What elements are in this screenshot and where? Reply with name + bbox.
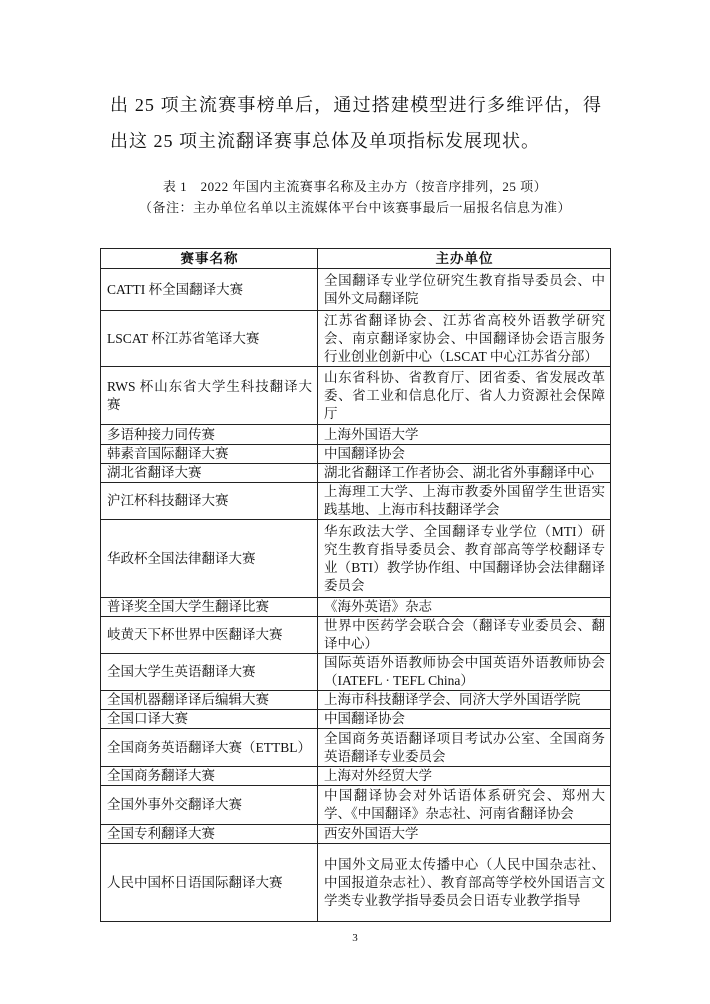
- organizer-cell: 湖北省翻译工作者协会、湖北省外事翻译中心: [318, 464, 611, 483]
- organizer-cell: 中国翻译协会对外话语体系研究会、郑州大学、《中国翻译》杂志社、河南省翻译协会: [318, 786, 611, 825]
- event-name-cell: 华政杯全国法律翻译大赛: [101, 520, 318, 598]
- table-row: [101, 767, 611, 786]
- event-name-cell: 岐黄天下杯世界中医翻译大赛: [101, 617, 318, 654]
- table-note: （备注：主办单位名单以主流媒体平台中该赛事最后一届报名信息为准）: [138, 200, 571, 215]
- event-name-cell: RWS 杯山东省大学生科技翻译大赛: [101, 367, 318, 425]
- table-row: [101, 710, 611, 729]
- organizer-cell: 上海对外经贸大学: [318, 767, 611, 786]
- organizer-cell: 华东政法大学、全国翻译专业学位（MTI）研究生教育指导委员会、教育部高等学校翻译专业（BTI）教学协作组、中国翻译协会法律翻译委员会: [318, 520, 611, 598]
- organizer-cell: 国际英语外语教师协会中国英语外语教师协会（IATEFL · TEFL China）: [318, 654, 611, 691]
- organizer-cell: 西安外国语大学: [318, 825, 611, 844]
- organizer-cell: 中国翻译协会: [318, 710, 611, 729]
- table-row: [101, 311, 611, 367]
- page-number: 3: [352, 932, 358, 944]
- organizer-cell: 上海外国语大学: [318, 425, 611, 445]
- organizer-cell: 《海外英语》杂志: [318, 598, 611, 617]
- table-row: [101, 844, 611, 922]
- table-row: [101, 729, 611, 767]
- organizer-cell: 江苏省翻译协会、江苏省高校外语教学研究会、南京翻译家协会、中国翻译协会语言服务行业创业创新中心（LSCAT 中心江苏省分部）: [318, 311, 611, 367]
- event-name-cell: LSCAT 杯江苏省笔译大赛: [101, 311, 318, 367]
- table-row: [101, 464, 611, 483]
- event-name-cell: 湖北省翻译大赛: [101, 464, 318, 483]
- table-row: [101, 425, 611, 445]
- table-row: [101, 617, 611, 654]
- table-row: [101, 269, 611, 311]
- organizer-cell: 世界中医药学会联合会（翻译专业委员会、翻译中心）: [318, 617, 611, 654]
- event-name-cell: CATTI 杯全国翻译大赛: [101, 269, 318, 311]
- event-name-cell: 全国商务翻译大赛: [101, 767, 318, 786]
- event-name-cell: 沪江杯科技翻译大赛: [101, 483, 318, 520]
- table-row: [101, 483, 611, 520]
- event-name-cell: 全国外事外交翻译大赛: [101, 786, 318, 825]
- header-organizer: 主办单位: [318, 249, 611, 269]
- table-row: [101, 691, 611, 710]
- table-row: [101, 367, 611, 425]
- event-name-cell: 全国机器翻译译后编辑大赛: [101, 691, 318, 710]
- organizer-cell: 中国翻译协会: [318, 445, 611, 464]
- organizer-cell: 山东省科协、省教育厅、团省委、省发展改革委、省工业和信息化厅、省人力资源社会保障厅: [318, 367, 611, 425]
- event-name-cell: 全国大学生英语翻译大赛: [101, 654, 318, 691]
- table-caption: 表 1 2022 年国内主流赛事名称及主办方（按音序排列，25 项）: [162, 179, 548, 194]
- table-row: [101, 598, 611, 617]
- organizer-cell: 上海市科技翻译学会、同济大学外国语学院: [318, 691, 611, 710]
- organizer-cell: 中国外文局亚太传播中心（人民中国杂志社、中国报道杂志社）、教育部高等学校外国语言文学类专业教学指导委员会日语专业教学指导: [318, 844, 611, 922]
- organizer-cell: 上海理工大学、上海市教委外国留学生世语实践基地、上海市科技翻译学会: [318, 483, 611, 520]
- table-header-row: [101, 249, 611, 269]
- body-paragraph: 出 25 项主流赛事榜单后，通过搭建模型进行多维评估，得出这 25 项主流翻译赛事总体及单项指标发展现状。: [110, 95, 602, 151]
- header-event-name: 赛事名称: [101, 249, 318, 269]
- table-row: [101, 520, 611, 598]
- table-row: [101, 825, 611, 844]
- event-name-cell: 全国口译大赛: [101, 710, 318, 729]
- event-name-cell: 全国商务英语翻译大赛（ETTBL）: [101, 729, 318, 767]
- organizers-table: [100, 248, 611, 922]
- event-name-cell: 普译奖全国大学生翻译比赛: [101, 598, 318, 617]
- event-name-cell: 人民中国杯日语国际翻译大赛: [101, 844, 318, 922]
- event-name-cell: 韩素音国际翻译大赛: [101, 445, 318, 464]
- event-name-cell: 全国专利翻译大赛: [101, 825, 318, 844]
- organizer-cell: 全国商务英语翻译项目考试办公室、全国商务英语翻译专业委员会: [318, 729, 611, 767]
- event-name-cell: 多语种接力同传赛: [101, 425, 318, 445]
- table-row: [101, 786, 611, 825]
- table-row: [101, 654, 611, 691]
- organizer-cell: 全国翻译专业学位研究生教育指导委员会、中国外文局翻译院: [318, 269, 611, 311]
- table-row: [101, 445, 611, 464]
